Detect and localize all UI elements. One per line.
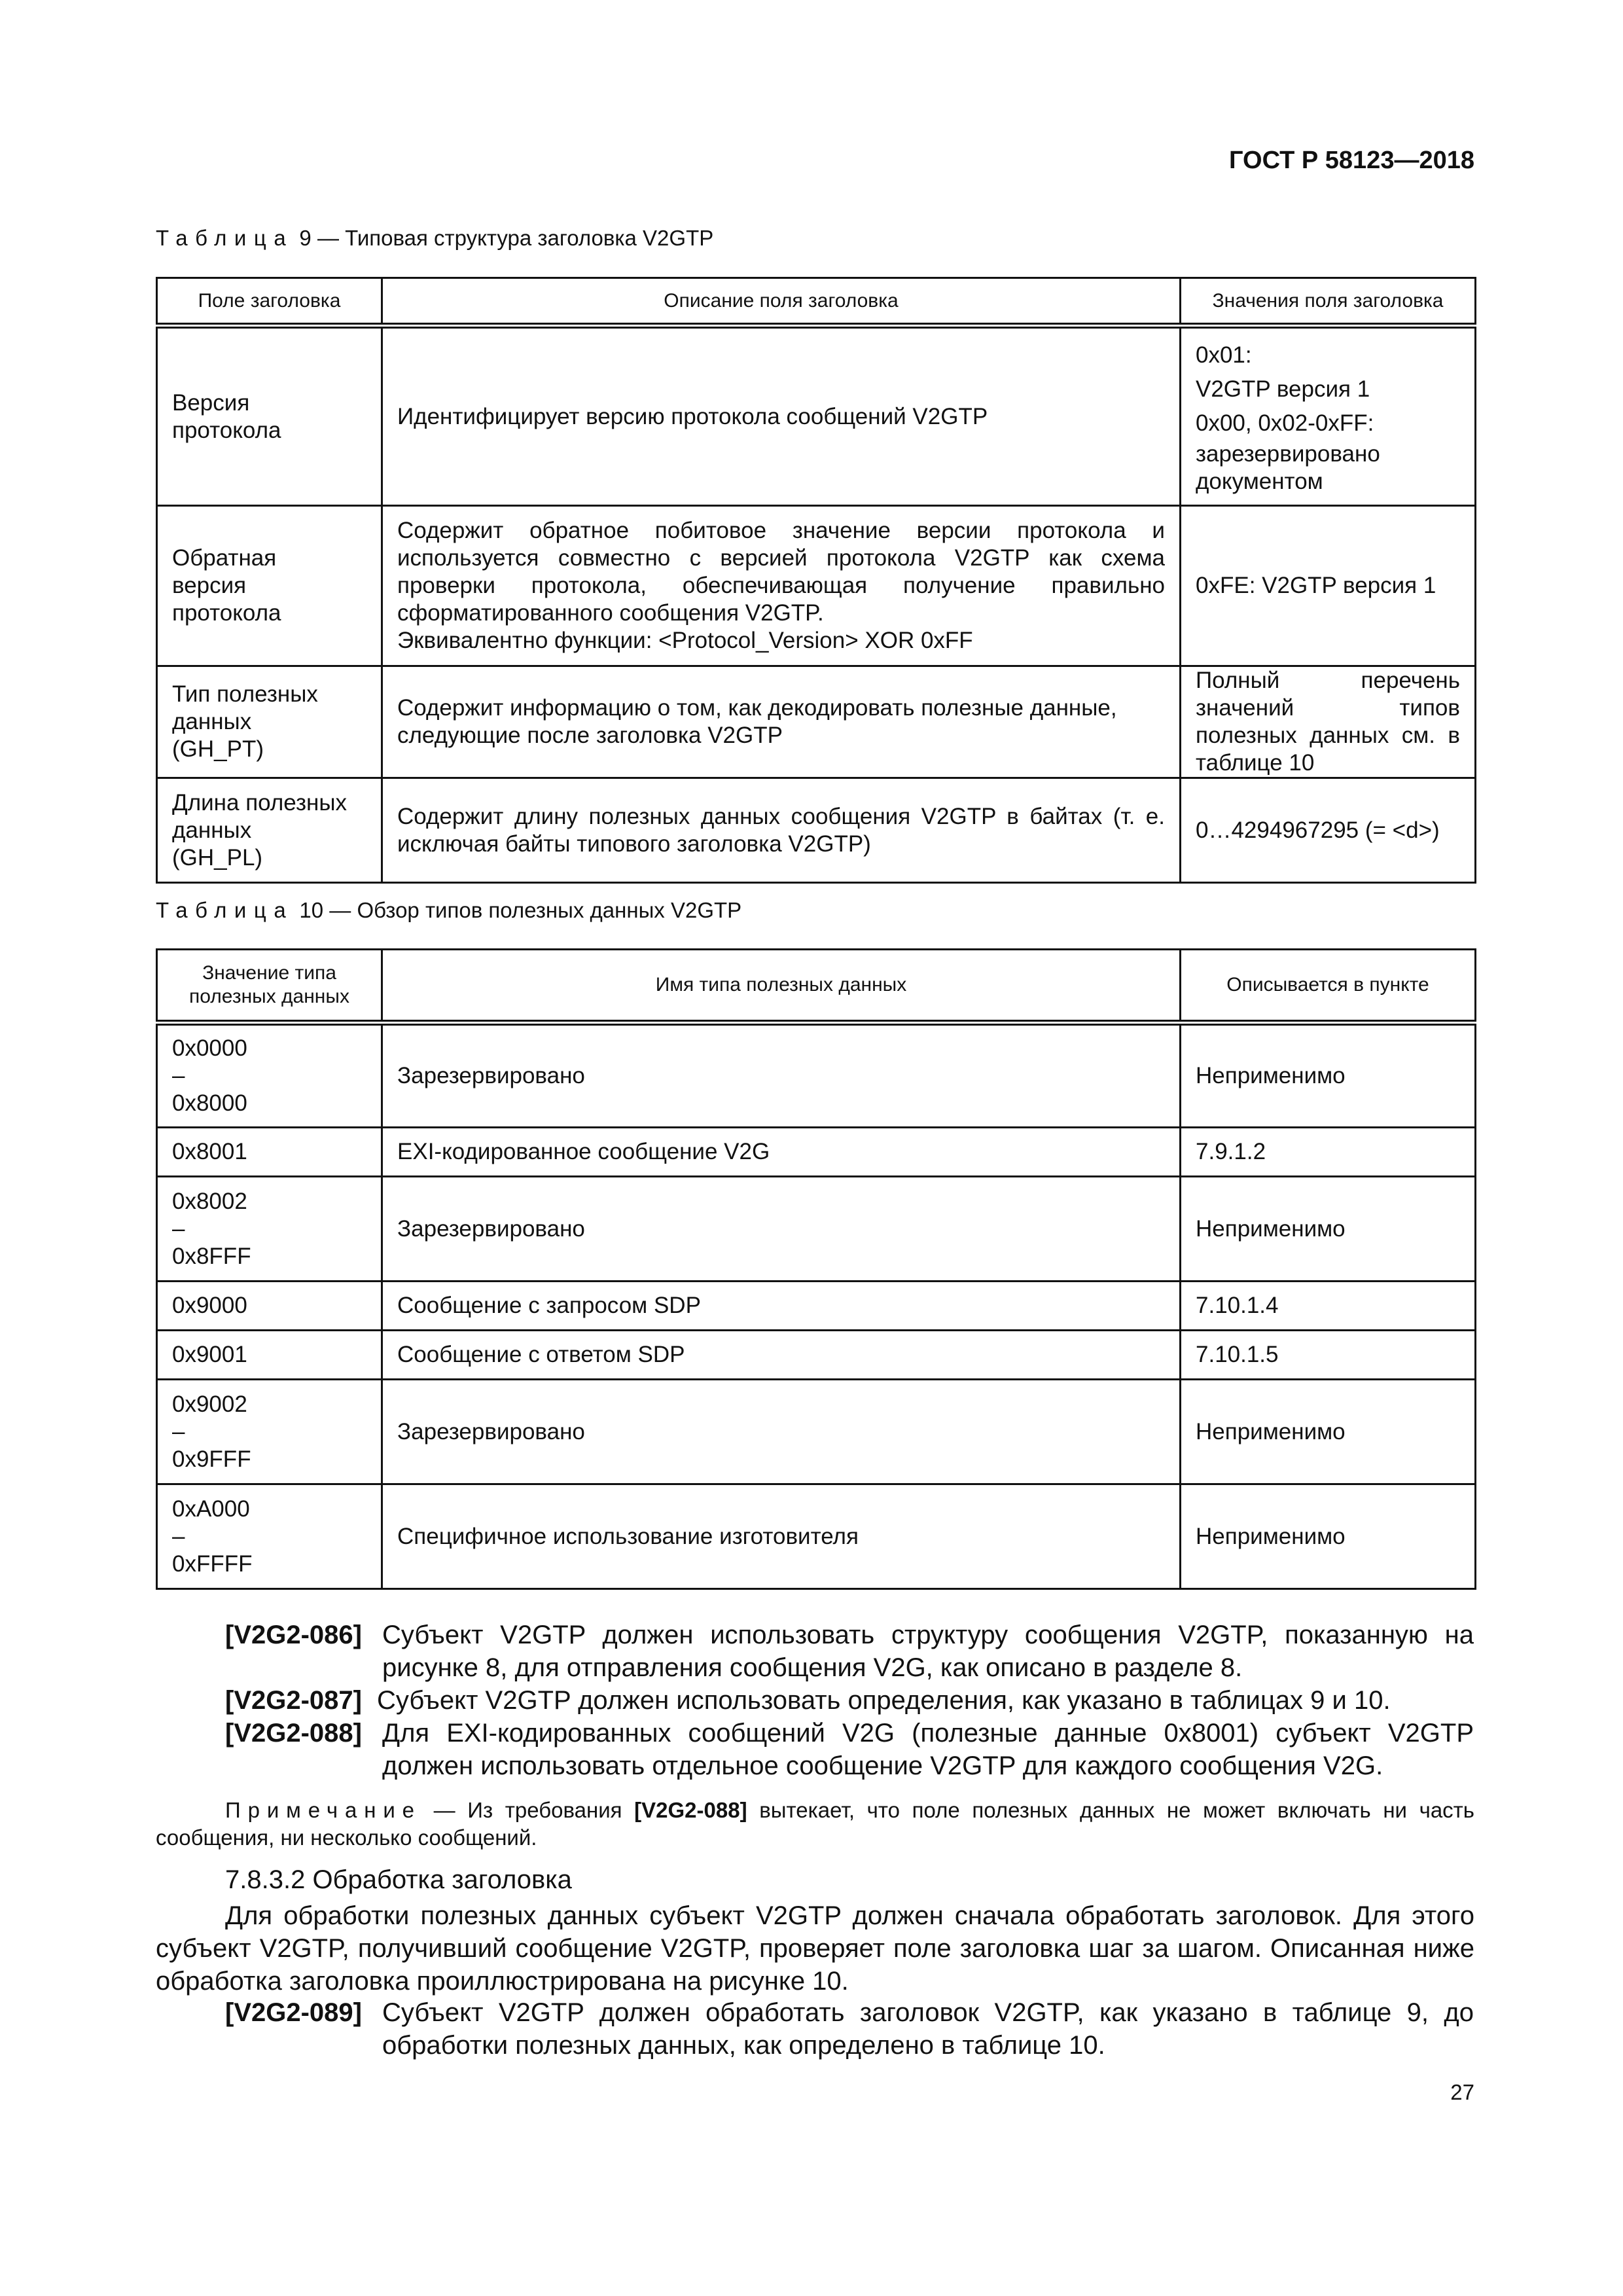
table9-header-row	[157, 278, 1476, 326]
table-row	[157, 1128, 1476, 1177]
table-row	[157, 326, 1476, 506]
table-row	[157, 778, 1476, 883]
section-title: 7.8.3.2 Обработка заголовка	[225, 1865, 572, 1894]
note-requirement-ref: [V2G2-088]	[634, 1798, 747, 1822]
description-cell: Содержит длину полезных данных сообщения V2GTP в байтах (т. е. исключая байты типового заголовка V2GTP)	[382, 778, 1181, 883]
table10-col-name: Имя типа полезных данных	[382, 950, 1181, 1023]
field-cell: Тип полезных данных (GH_PT)	[157, 666, 382, 778]
values-cell: Полный перечень значений типов полезных данных см. в таблице 10	[1181, 666, 1476, 778]
requirement-v2g2-086	[225, 1619, 1474, 1684]
note-text-before: — Из требования	[421, 1798, 635, 1822]
page-number: 27	[1450, 2080, 1474, 2104]
name-cell: EXI-кодированное сообщение V2G	[382, 1128, 1181, 1177]
value-cell: 0x9001	[157, 1331, 382, 1380]
table9-caption-text: 9 — Типовая структура заголовка V2GTP	[299, 226, 714, 250]
table-row	[157, 1331, 1476, 1380]
field-cell: Версия протокола	[157, 326, 382, 506]
requirement-id: [V2G2-089]	[225, 1998, 362, 2027]
value-cell: 0x9002 – 0x9FFF	[157, 1380, 382, 1484]
payload-types-table	[156, 948, 1476, 1590]
value-cell: 0xA000 – 0xFFFF	[157, 1484, 382, 1589]
name-cell: Зарезервировано	[382, 1177, 1181, 1282]
note-text-after: вытекает, что поле полезных данных не может включать ни часть сообщения, ни несколько сообщений.	[156, 1798, 1474, 1850]
document-code: ГОСТ Р 58123—2018	[1229, 147, 1474, 174]
table10-col-clause: Описывается в пункте	[1181, 950, 1476, 1023]
clause-cell: Неприменимо	[1181, 1023, 1476, 1128]
table-row	[157, 1177, 1476, 1282]
field-cell: Обратная версия протокола	[157, 506, 382, 666]
requirement-v2g2-087	[225, 1684, 1474, 1717]
clause-cell: Неприменимо	[1181, 1484, 1476, 1589]
name-cell: Специфичное использование изготовителя	[382, 1484, 1181, 1589]
requirement-id: [V2G2-087]	[225, 1686, 362, 1715]
table9-caption	[156, 226, 713, 251]
value-cell: 0x0000 – 0x8000	[157, 1023, 382, 1128]
note-label: Примечание	[225, 1798, 421, 1822]
requirement-id: [V2G2-088]	[225, 1719, 362, 1748]
table-row	[157, 1023, 1476, 1128]
requirement-v2g2-089	[225, 1996, 1474, 2062]
requirement-text: Субъект V2GTP должен обработать заголовок V2GTP, как указано в таблице 9, до обработки полезных данных, как определено в таблице 10.	[382, 1998, 1474, 2060]
name-cell: Сообщение с запросом SDP	[382, 1282, 1181, 1331]
table-row	[157, 1484, 1476, 1589]
table10-col-value: Значение типа полезных данных	[157, 950, 382, 1023]
table10-header-row	[157, 950, 1476, 1023]
table10-caption-text: 10 — Обзор типов полезных данных V2GTP	[299, 898, 742, 922]
requirement-text: Для EXI-кодированных сообщений V2G (полезные данные 0x8001) субъект V2GTP должен использовать отдельное сообщение V2GTP для каждого сообщения V2G.	[382, 1719, 1474, 1780]
table-row	[157, 506, 1476, 666]
name-cell: Зарезервировано	[382, 1380, 1181, 1484]
description-cell: Содержит информацию о том, как декодировать полезные данные, следующие после заголовка V2GTP	[382, 666, 1181, 778]
field-cell: Длина полезных данных (GH_PL)	[157, 778, 382, 883]
table9-caption-label: Таблица	[156, 226, 294, 250]
clause-cell: 7.10.1.4	[1181, 1282, 1476, 1331]
table-row	[157, 1282, 1476, 1331]
clause-cell: 7.9.1.2	[1181, 1128, 1476, 1177]
table-row	[157, 666, 1476, 778]
requirement-text: Субъект V2GTP должен использовать структуру сообщения V2GTP, показанную на рисунке 8, для отправления сообщения V2G, как описано в разделе 8.	[382, 1621, 1474, 1682]
clause-cell: Неприменимо	[1181, 1380, 1476, 1484]
name-cell: Зарезервировано	[382, 1023, 1181, 1128]
section-paragraph: Для обработки полезных данных субъект V2GTP должен сначала обработать заголовок. Для этого субъект V2GTP, получивший сообщение V2GTP, проверяет поле заголовка шаг за шагом. Описанная ниже обработка заголовка проиллюстрирована на рисунке 10.	[156, 1901, 1474, 1996]
name-cell: Сообщение с ответом SDP	[382, 1331, 1181, 1380]
table9-col-field: Поле заголовка	[157, 278, 382, 326]
table9-col-description: Описание поля заголовка	[382, 278, 1181, 326]
values-cell: 0…4294967295 (= <d>)	[1181, 778, 1476, 883]
requirement-v2g2-088	[225, 1717, 1474, 1782]
values-cell: 0xFE: V2GTP версия 1	[1181, 506, 1476, 666]
description-cell: Идентифицирует версию протокола сообщений V2GTP	[382, 326, 1181, 506]
values-cell: 0x01: V2GTP версия 1 0x00, 0x02-0xFF: зарезервировано документом	[1181, 326, 1476, 506]
header-structure-table	[156, 277, 1476, 884]
table10-caption-label: Таблица	[156, 898, 294, 922]
table9-col-values: Значения поля заголовка	[1181, 278, 1476, 326]
clause-cell: 7.10.1.5	[1181, 1331, 1476, 1380]
table-row	[157, 1380, 1476, 1484]
value-cell: 0x8002 – 0x8FFF	[157, 1177, 382, 1282]
value-cell: 0x8001	[157, 1128, 382, 1177]
description-cell: Содержит обратное побитовое значение версии протокола и используется совместно с версией протокола V2GTP как схема проверки протокола, обеспечивающая получение правильно сформатированного сообщения V2GTP. Эквивалентно функции: <Protocol_Version> XOR 0xFF	[382, 506, 1181, 666]
requirement-text: Субъект V2GTP должен использовать определения, как указано в таблицах 9 и 10.	[377, 1686, 1391, 1715]
table10-caption	[156, 898, 741, 923]
clause-cell: Неприменимо	[1181, 1177, 1476, 1282]
value-cell: 0x9000	[157, 1282, 382, 1331]
requirement-id: [V2G2-086]	[225, 1621, 362, 1649]
note	[156, 1797, 1474, 1852]
